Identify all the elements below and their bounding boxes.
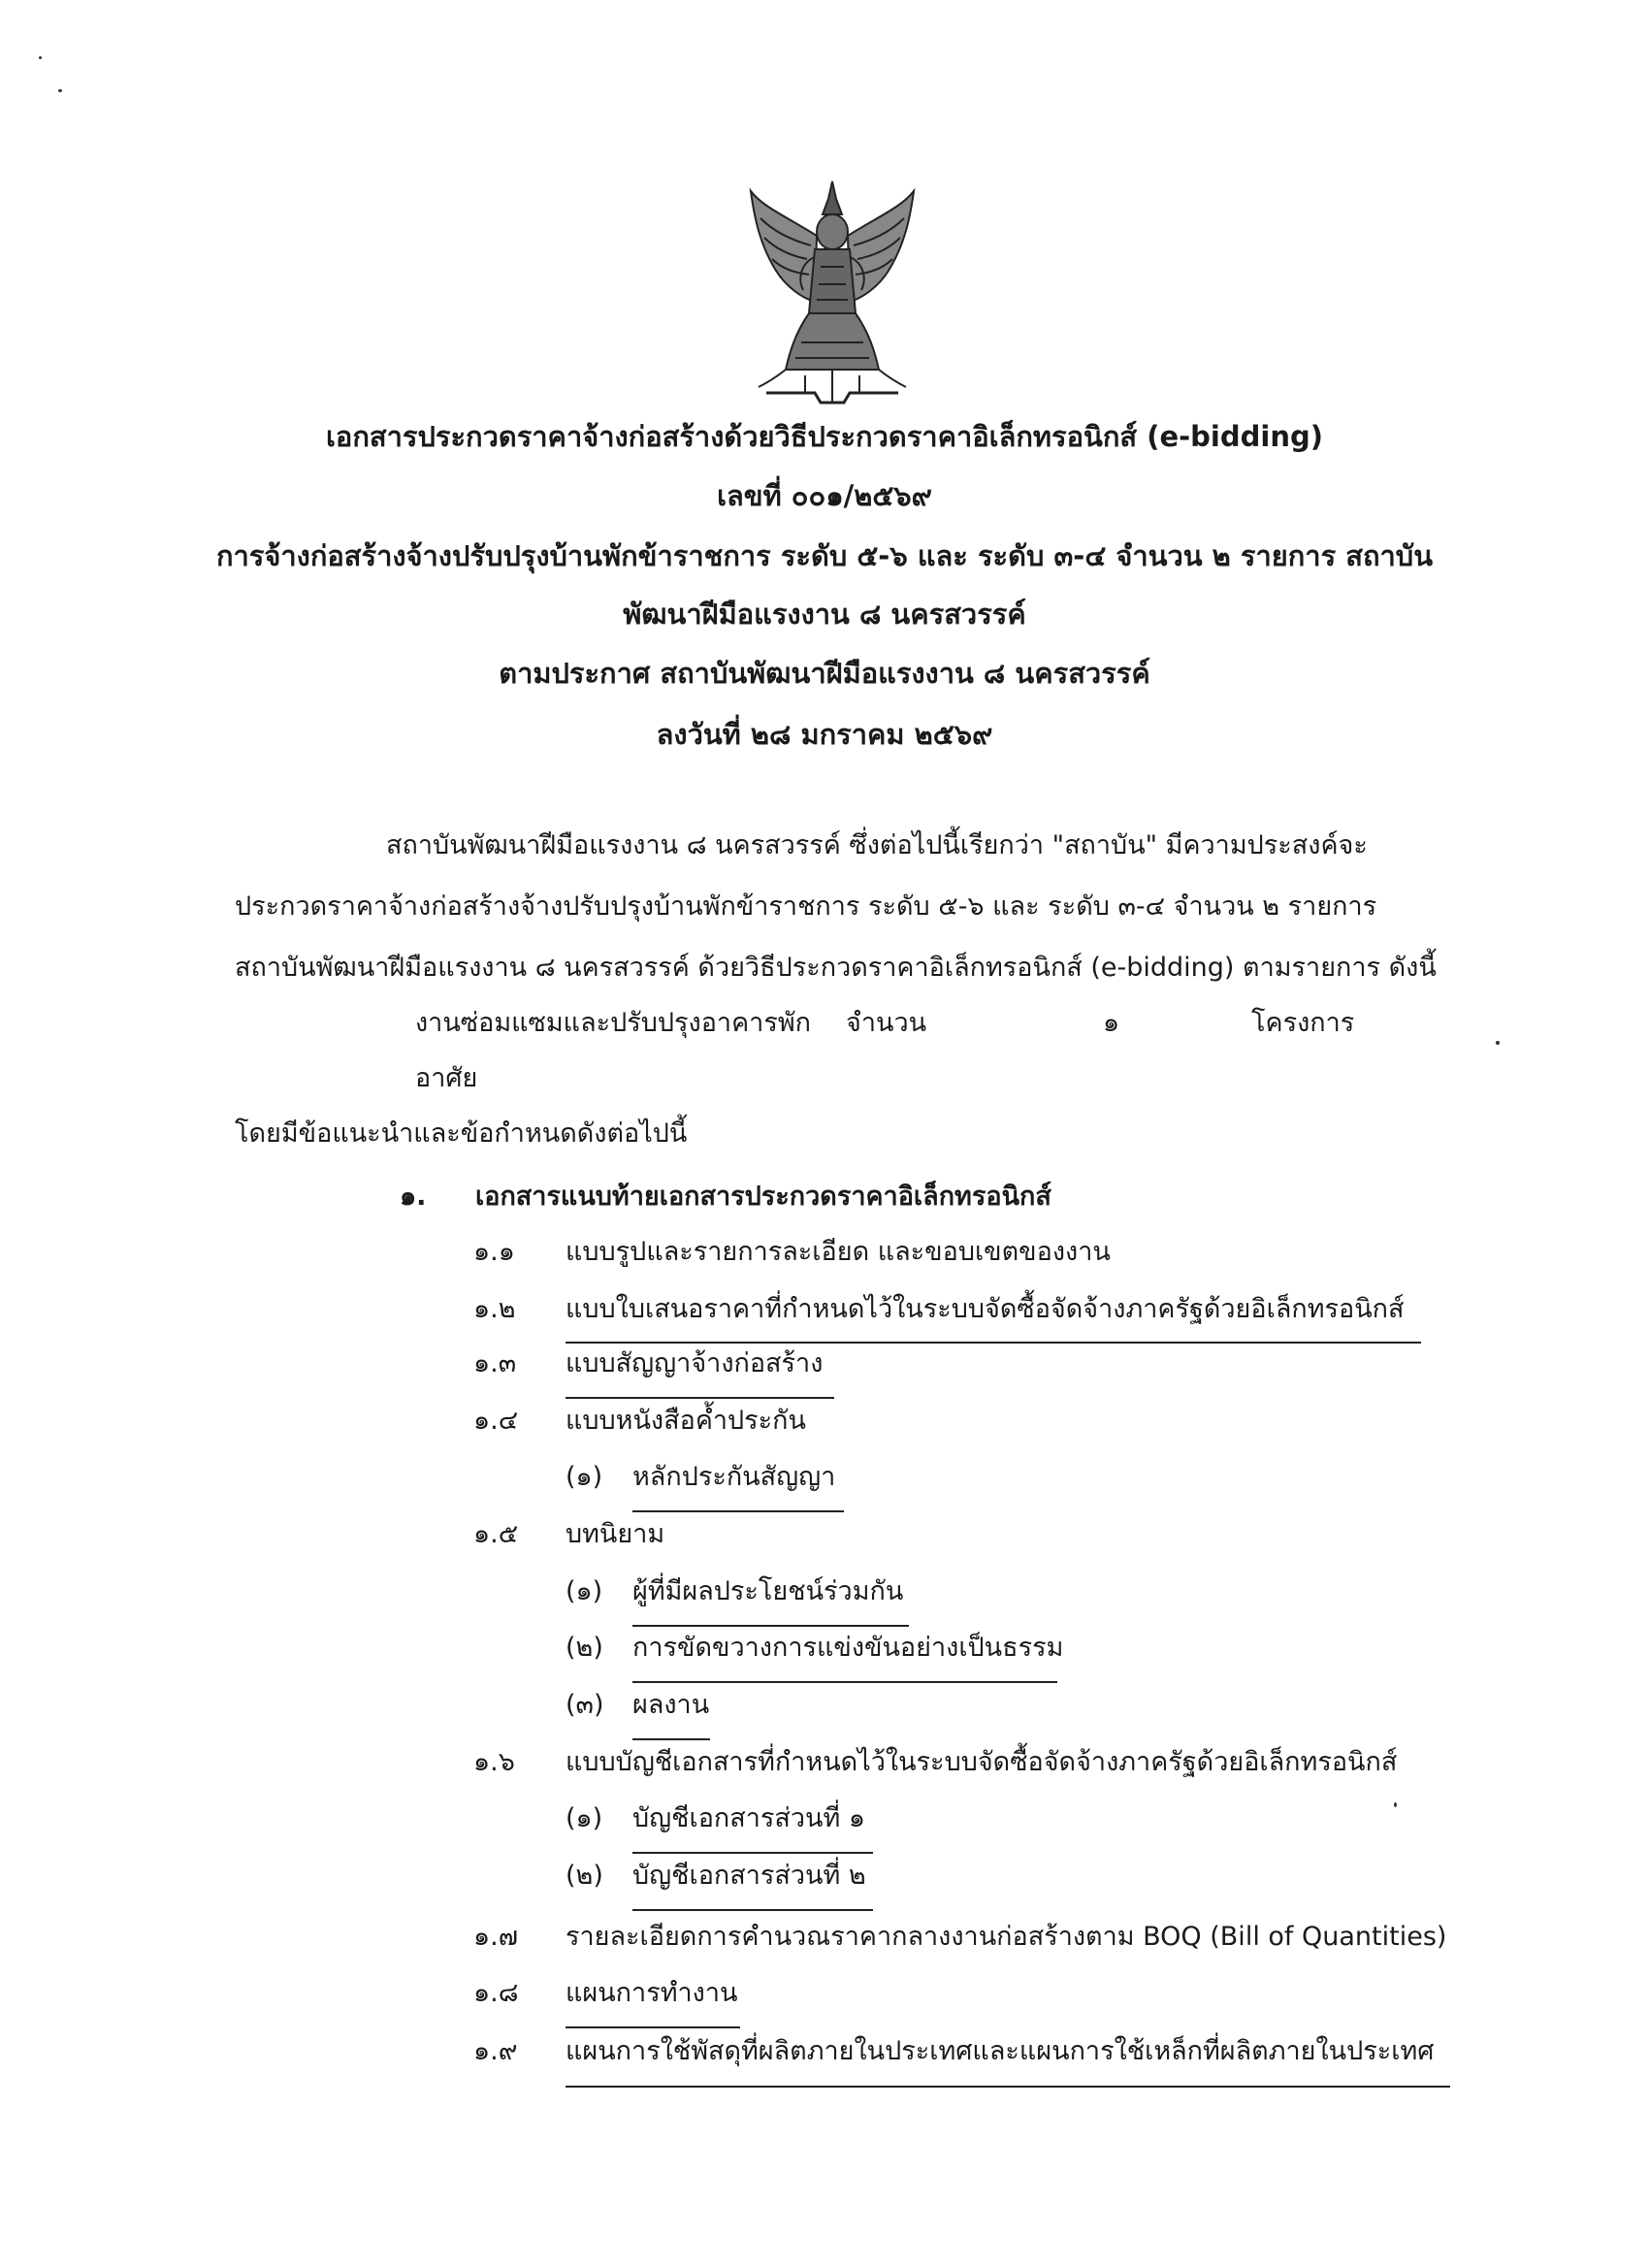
item-underline <box>566 2086 1450 2088</box>
item-number: ๑.๔ <box>473 1406 519 1436</box>
subitem-text: ผู้ที่มีผลประโยชน์ร่วมกัน <box>632 1576 904 1606</box>
work-item-unit: โครงการ <box>1251 1008 1355 1038</box>
item-number: ๑.๕ <box>473 1519 519 1549</box>
item-underline <box>632 1909 873 1911</box>
section-title: เอกสารแนบท้ายเอกสารประกวดราคาอิเล็กทรอนิกส์ <box>475 1182 1051 1212</box>
item-number: ๑.๓ <box>473 1348 517 1378</box>
subitem-text: บัญชีเอกสารส่วนที่ ๑ <box>632 1803 866 1833</box>
scan-speck <box>39 56 42 59</box>
subitem-number: (๑) <box>566 1576 603 1606</box>
item-number: ๑.๖ <box>473 1747 515 1777</box>
conditions-intro: โดยมีข้อแนะนำและข้อกำหนดดังต่อไปนี้ <box>235 1118 688 1149</box>
item-number: ๑.๘ <box>473 1978 519 2008</box>
item-text: รายละเอียดการคำนวณราคากลางงานก่อสร้างตาม BOQ (Bill of Quantities) <box>566 1922 1447 1952</box>
scan-speck <box>58 89 62 92</box>
item-number: ๑.๑ <box>473 1237 515 1267</box>
work-item-qty-label: จำนวน <box>846 1008 927 1038</box>
scan-speck <box>1496 1041 1500 1045</box>
subitem-text: หลักประกันสัญญา <box>632 1462 836 1492</box>
intro-paragraph-line3: สถาบันพัฒนาฝีมือแรงงาน ๘ นครสวรรค์ ด้วยวิธีประกวดราคาอิเล็กทรอนิกส์ (e-bidding) ตามรายการ ดังนี้ <box>235 953 1437 983</box>
item-underline <box>632 1625 909 1627</box>
project-title-line2: พัฒนาฝีมือแรงงาน ๘ นครสวรรค์ <box>623 598 1026 631</box>
work-item-name: งานซ่อมแซมและปรับปรุงอาคารพัก <box>415 1008 811 1038</box>
item-number: ๑.๗ <box>473 1922 519 1952</box>
document-title: เอกสารประกวดราคาจ้างก่อสร้างด้วยวิธีประกวดราคาอิเล็กทรอนิกส์ (e-bidding) <box>326 420 1323 453</box>
work-item-name-cont: อาศัย <box>415 1063 478 1093</box>
intro-paragraph-line2: ประกวดราคาจ้างก่อสร้างจ้างปรับปรุงบ้านพักข้าราชการ ระดับ ๕-๖ และ ระดับ ๓-๔ จำนวน ๒ รายการ <box>235 891 1377 922</box>
item-text: แบบสัญญาจ้างก่อสร้าง <box>566 1348 824 1378</box>
subitem-number: (๒) <box>566 1861 603 1891</box>
item-text: แบบรูปและรายการละเอียด และขอบเขตของงาน <box>566 1237 1111 1267</box>
document-number: เลขที่ ๐๐๑/๒๕๖๙ <box>717 479 932 512</box>
item-underline <box>566 1397 834 1399</box>
intro-paragraph-line1: สถาบันพัฒนาฝีมือแรงงาน ๘ นครสวรรค์ ซึ่งต่อไปนี้เรียกว่า "สถาบัน" มีความประสงค์จะ <box>386 830 1368 860</box>
subitem-text: ผลงาน <box>632 1690 710 1720</box>
item-underline <box>632 1681 1057 1683</box>
subitem-text: การขัดขวางการแข่งขันอย่างเป็นธรรม <box>632 1633 1064 1663</box>
item-underline <box>632 1738 710 1740</box>
subitem-text: บัญชีเอกสารส่วนที่ ๒ <box>632 1861 866 1891</box>
section-number: ๑. <box>400 1182 427 1212</box>
subitem-number: (๑) <box>566 1462 603 1492</box>
item-text: แบบบัญชีเอกสารที่กำหนดไว้ในระบบจัดซื้อจัดจ้างภาครัฐด้วยอิเล็กทรอนิกส์ <box>566 1747 1398 1777</box>
subitem-number: (๓) <box>566 1690 604 1720</box>
project-title-line1: การจ้างก่อสร้างจ้างปรับปรุงบ้านพักข้าราชการ ระดับ ๕-๖ และ ระดับ ๓-๔ จำนวน ๒ รายการ สถาบัน <box>215 539 1434 572</box>
announcement-line: ตามประกาศ สถาบันพัฒนาฝีมือแรงงาน ๘ นครสวรรค์ <box>499 657 1150 690</box>
item-text: แผนการทำงาน <box>566 1978 738 2008</box>
item-text: แผนการใช้พัสดุที่ผลิตภายในประเทศและแผนการใช้เหล็กที่ผลิตภายในประเทศ <box>566 2036 1435 2066</box>
subitem-number: (๒) <box>566 1633 603 1663</box>
garuda-emblem <box>747 178 918 405</box>
item-text: บทนิยาม <box>566 1519 665 1549</box>
item-underline <box>566 1342 1421 1344</box>
work-item-qty: ๑ <box>1103 1008 1120 1038</box>
item-underline <box>632 1852 873 1854</box>
item-underline <box>566 2026 740 2028</box>
announcement-date: ลงวันที่ ๒๘ มกราคม ๒๕๖๙ <box>656 718 993 751</box>
item-number: ๑.๒ <box>473 1294 516 1324</box>
subitem-number: (๑) <box>566 1803 603 1833</box>
scan-speck <box>1394 1802 1397 1807</box>
item-text: แบบใบเสนอราคาที่กำหนดไว้ในระบบจัดซื้อจัดจ้างภาครัฐด้วยอิเล็กทรอนิกส์ <box>566 1294 1405 1324</box>
item-text: แบบหนังสือค้ำประกัน <box>566 1406 806 1436</box>
item-number: ๑.๙ <box>473 2036 518 2066</box>
item-underline <box>632 1510 844 1512</box>
